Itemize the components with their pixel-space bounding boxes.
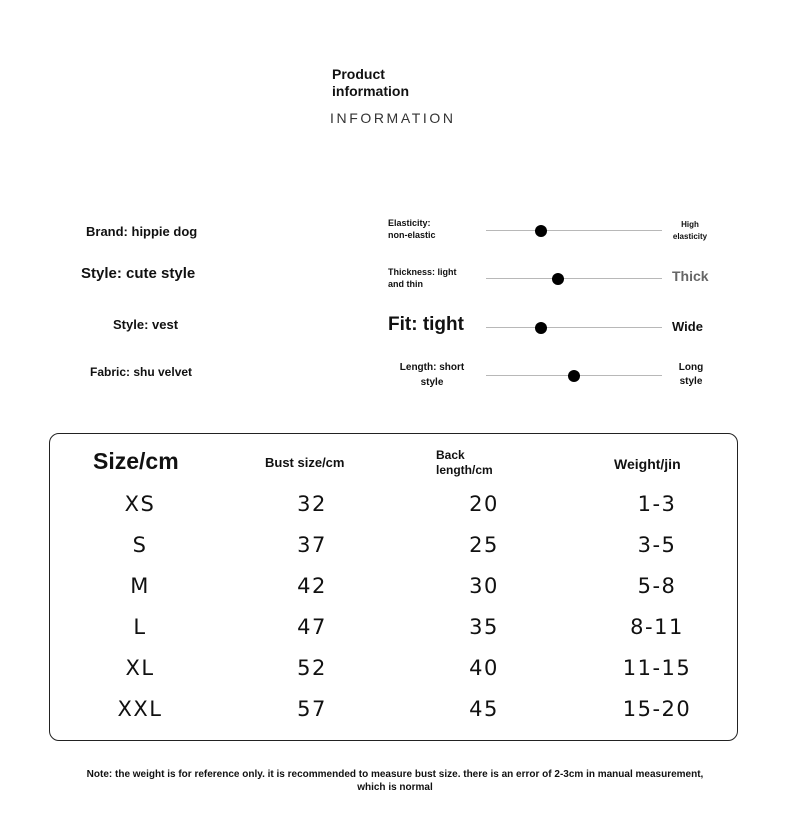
header-back-length-line-1: Back: [436, 448, 465, 462]
table-cell-bust: 37: [297, 533, 327, 557]
length-right-label: [672, 361, 710, 389]
thickness-left-line-2: and thin: [388, 279, 423, 289]
thickness-left-line-1: Thickness: light: [388, 267, 457, 277]
table-cell-back-length: 40: [469, 656, 499, 680]
product-information-title: [332, 66, 472, 100]
elasticity-left-line-1: Elasticity:: [388, 218, 431, 228]
fit-right-label: Wide: [672, 319, 703, 334]
thickness-left-label: [388, 266, 457, 290]
title-line-1: Product: [332, 66, 385, 82]
length-left-line-1: Length: short: [399, 362, 465, 373]
elasticity-right-line-1: High: [681, 220, 699, 229]
elasticity-right-label: [668, 219, 712, 243]
fit-track: [486, 327, 662, 328]
header-weight: Weight/jin: [614, 456, 681, 472]
header-back-length: [436, 448, 526, 478]
header-bust: Bust size/cm: [265, 455, 345, 470]
table-cell-bust: 47: [297, 615, 327, 639]
length-left-line-2: style: [420, 377, 444, 388]
table-cell-weight: 3-5: [637, 533, 677, 557]
thickness-right-label: Thick: [672, 268, 709, 284]
table-cell-back-length: 20: [469, 492, 499, 516]
title-line-2: information: [332, 83, 409, 99]
table-cell-size: XXL: [117, 697, 163, 721]
table-cell-bust: 57: [297, 697, 327, 721]
table-cell-weight: 1-3: [637, 492, 677, 516]
elasticity-left-line-2: non-elastic: [388, 230, 436, 240]
table-cell-weight: 5-8: [637, 574, 677, 598]
table-cell-weight: 15-20: [622, 697, 692, 721]
header-size: Size/cm: [93, 448, 179, 474]
table-cell-back-length: 45: [469, 697, 499, 721]
attribute-brand: Brand: hippie dog: [86, 224, 198, 239]
header-back-length-line-2: length/cm: [436, 463, 493, 477]
elasticity-track: [486, 230, 662, 231]
elasticity-left-label: [388, 217, 436, 241]
table-cell-bust: 42: [297, 574, 327, 598]
attribute-fabric: Fabric: shu velvet: [90, 365, 193, 379]
length-right-line-1: Long: [678, 362, 704, 373]
length-knob: [568, 370, 580, 382]
table-cell-back-length: 30: [469, 574, 499, 598]
information-subtitle: INFORMATION: [330, 110, 456, 126]
fit-left-label: Fit: tight: [388, 314, 464, 335]
table-cell-size: L: [133, 615, 147, 639]
thickness-track: [486, 278, 662, 279]
table-cell-size: M: [130, 574, 150, 598]
reference-note: Note: the weight is for reference only. it is recommended to measure bust size. there is an error of 2-3cm in manual measurement, which is normal: [86, 769, 704, 793]
table-cell-size: XS: [124, 492, 156, 516]
table-cell-back-length: 35: [469, 615, 499, 639]
fit-knob: [535, 322, 547, 334]
thickness-knob: [552, 273, 564, 285]
table-cell-weight: 8-11: [630, 615, 684, 639]
table-cell-back-length: 25: [469, 533, 499, 557]
attribute-style-type: Style: vest: [113, 317, 179, 332]
table-cell-weight: 11-15: [622, 656, 692, 680]
elasticity-right-line-2: elasticity: [672, 232, 708, 241]
table-cell-size: XL: [125, 656, 155, 680]
attribute-style: Style: cute style: [81, 265, 196, 282]
table-cell-bust: 32: [297, 492, 327, 516]
length-right-line-2: style: [679, 376, 703, 387]
table-cell-bust: 52: [297, 656, 327, 680]
length-left-label: [392, 360, 472, 390]
elasticity-knob: [535, 225, 547, 237]
table-cell-size: S: [132, 533, 148, 557]
